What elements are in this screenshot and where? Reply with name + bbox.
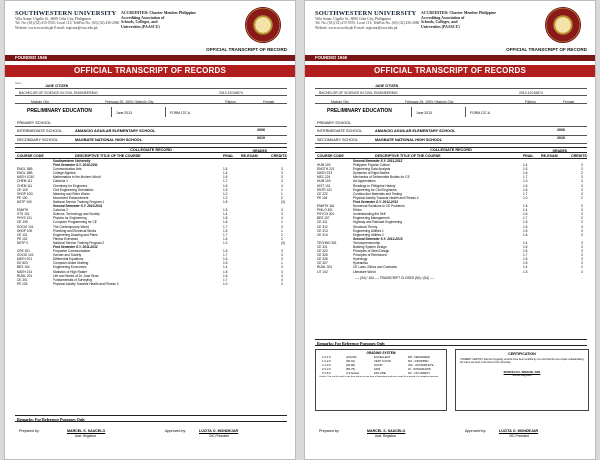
final-grade: 1.5	[223, 208, 228, 213]
course-title: Second Semester S.Y. 2010-2011	[53, 204, 103, 209]
address-line: Villa Aznar, Urgello St., 6000 Cebu City, Philippines	[315, 17, 392, 21]
course-title: Chemistry for Engineers	[53, 183, 88, 188]
course-row	[15, 282, 287, 286]
course-title: Calculus 1	[53, 179, 68, 184]
credits: 3	[281, 249, 283, 254]
address-line: Tel. No. (63) (32) 415-5555; Local 113; TeleFax No. (63) (32) 256-2060	[315, 21, 420, 26]
credits: 3	[281, 171, 283, 176]
course-code: ENGL 1BB	[17, 171, 33, 176]
credits: 3	[581, 244, 583, 249]
credits: 3	[281, 273, 283, 278]
course-code: HIST 101	[317, 183, 331, 188]
course-title: Physical Activity Towards Health and Fitness 4	[353, 195, 419, 200]
course-code: MATH 214	[17, 269, 32, 274]
grading-system: GRADING SYSTEM 1.0-1.5 (100-96) EXCELLENT DR - DEFERRED 1.6-2.0 (95-91) VERY GOOD DO - DROPPED 2.1-2.5 (90-86) GOOD INC - INCOMPLETE 2.6-3.0 (85-75) FAIR W - WITHDRAWN 3.1-5.0 (74-below) FAILURE NC - NO CREDIT Credits: One unit of credit is one hour lecture or one hour of laboratory work each week for a period of a complete semester.	[315, 349, 447, 411]
credits: 3	[581, 220, 583, 225]
student-id: 2013-12016874	[219, 90, 243, 95]
course-code: BES 107	[317, 216, 330, 221]
final-grade: 1.7	[223, 179, 228, 184]
grading-row: 2.1-2.5 (90-86) GOOD INC - INCOMPLETE	[322, 363, 434, 367]
course-code: LIT 102	[317, 269, 328, 274]
course-title: Second Semester S.Y. 2011-2012	[353, 159, 403, 163]
final-grade: 1.7	[523, 253, 528, 258]
final-grade: 1.4	[223, 171, 228, 176]
otr-label: OFFICIAL TRANSCRIPT OF RECORD	[506, 47, 587, 52]
final-grade: 1.6	[523, 249, 528, 254]
course-code: ENMTH	[17, 208, 29, 213]
credits: 1	[281, 228, 283, 233]
course-code: PHYS 121	[17, 216, 32, 221]
course-title: Engineering Utilities 2	[353, 232, 384, 237]
founded-bar: FOUNDED 1946	[5, 55, 295, 61]
course-title: Principles of Steel Design	[353, 249, 390, 254]
certification-text: I HEREBY CERTIFY that the foregoing records have been verified by me and that the true copies substantiating the same are kept in the files of the University.	[460, 358, 584, 365]
credits: 2	[581, 171, 583, 176]
grading-note: Credits: One unit of credit is one hour lecture or one hour of laboratory work each week for a period of a complete semester.	[319, 376, 439, 378]
credits: 1	[281, 191, 283, 196]
course-code: NSTP 2	[17, 240, 29, 245]
course-code: STS 101	[17, 212, 30, 217]
course-code: CE 222	[317, 191, 328, 196]
final-grade: 1.0	[223, 191, 228, 196]
course-code: MATH 223	[317, 171, 332, 176]
course-title: Ethics	[353, 208, 362, 213]
final-grade: 1.6	[523, 187, 528, 192]
prepared-by-name: MARCEL S. SAUCELO	[367, 429, 406, 433]
credits: 3	[281, 212, 283, 217]
course-title: Plumbing and Electrical Works	[53, 228, 97, 233]
registrar-name: MARCELO F. SIMACIE, DPA	[503, 370, 541, 375]
final-grade: 1.6	[223, 273, 228, 278]
course-code: CE 321	[317, 244, 328, 249]
course-title: Physical Activity Towards Health and Fitness 3	[53, 281, 119, 286]
course-code: CE 325	[317, 253, 328, 258]
final-grade: 1.4	[223, 265, 228, 270]
course-title: Purposive Communication	[53, 249, 91, 254]
course-code: ENTR 101	[317, 187, 332, 192]
credits: (3)	[281, 240, 285, 245]
course-title: Numerical Solutions to CE Problems	[353, 204, 405, 209]
final-grade: 1.4	[523, 265, 528, 270]
course-title: Life and Works of Dr. José Rizal	[53, 273, 99, 278]
final-grade: 1.7	[223, 224, 228, 229]
course-code: CHEM 111	[17, 179, 33, 184]
final-grade: 1.6	[223, 236, 228, 241]
otr-banner: OFFICIAL TRANSCRIPT OF RECORDS	[5, 65, 295, 77]
preliminary-education: PRELIMINARY EDUCATION June 2013 FORM 137-A	[15, 107, 287, 117]
course-code: ENGTH 221	[317, 167, 335, 172]
course-code: HUM 100	[317, 179, 331, 184]
course-title: Mathematics in the Modern World	[53, 175, 101, 180]
credits: 3	[281, 224, 283, 229]
citizenship: Filipino	[525, 99, 536, 104]
university-name: SOUTHWESTERN UNIVERSITY	[315, 10, 417, 17]
credits: 3	[581, 183, 583, 188]
course-title: Engineering for Civil Engineers	[353, 187, 397, 192]
course-code: NSTP 100	[17, 199, 32, 204]
course-code: CE 100	[17, 187, 28, 192]
date-graduated: June 2013	[416, 111, 432, 115]
birthdate: February 25, 1993 / Mabolo City	[105, 99, 154, 104]
course-title: Dynamics of Rigid Bodies	[353, 171, 390, 176]
course-title: Understanding the Self	[353, 212, 386, 217]
final-grade: 1.8	[223, 199, 228, 204]
university-seal-icon	[245, 7, 281, 43]
course-title: Fitness Exercises	[53, 236, 78, 241]
course-title: Computer Programming for CE	[53, 220, 97, 225]
course-title: Engineering Management	[353, 216, 390, 221]
approved-by-name: LUCITA O. MONDEJAR	[199, 429, 239, 433]
address-line: Website: www.swu.edu.ph E-mail: registrar@swu.edu.ph	[315, 25, 398, 30]
accreditation: ACCREDITED: Charter Member Philippine Accrediting Association of Schools, Colleges, and Universities (PAASCU)	[421, 11, 496, 29]
credits: (3)	[281, 199, 285, 204]
course-title: Engineering Data Analysis	[353, 167, 391, 172]
address-line: Tel. No. (63) (32) 415-5555; Local 113; TeleFax No. (63) (32) 256-2060	[15, 21, 120, 26]
course-title: Civil Engineering Orientation	[53, 187, 94, 192]
schools-table: PRIMARY SCHOOL INTERMEDIATE SCHOOL AMANCIO AGUILAR ELEMENTARY SCHOOL 2006 SECONDARY SCHOOL MAGBATE NATIONAL HIGH SCHOOL 2010	[315, 119, 587, 144]
final-grade: 1.2	[223, 240, 228, 245]
course-title: Principles of Reinforced	[353, 253, 387, 258]
course-title: First Semester S.Y. 2010-2011	[53, 163, 98, 168]
course-code: MEC 224	[317, 175, 331, 180]
university-name: SOUTHWESTERN UNIVERSITY	[15, 10, 117, 17]
final-grade: 1.4	[223, 212, 228, 217]
grading-row: 2.6-3.0 (85-75) FAIR W - WITHDRAWN	[322, 367, 431, 371]
letterhead	[5, 1, 295, 59]
course-title: Construction Materials and Testing	[353, 191, 402, 196]
special-order: FORM 137-A	[170, 111, 190, 115]
course-title: Fundamentals of Surveying	[53, 277, 92, 282]
credits: 2	[581, 265, 583, 270]
credits: 3	[581, 208, 583, 213]
credits: 3	[581, 249, 583, 254]
course-title: Differential Equations	[53, 257, 84, 262]
course-title: Literature World	[353, 269, 376, 274]
course-code: ED 503	[17, 261, 28, 266]
student-name: JANE CITIZEN	[375, 84, 399, 89]
course-code: PE 100	[17, 195, 28, 200]
final-grade: 1.5	[523, 244, 528, 249]
address-line: Website: www.swu.edu.ph E-mail: registrar@swu.edu.ph	[15, 25, 98, 30]
final-grade: 1.5	[523, 183, 528, 188]
credits: 3	[581, 179, 583, 184]
final-grade: 1.7	[223, 253, 228, 258]
credits: 2	[281, 195, 283, 200]
course-code: MATH 201	[17, 257, 32, 262]
final-grade: 1.5	[223, 269, 228, 274]
course-title: Statistics of High Raster	[53, 269, 88, 274]
course-code: SHOP 10G	[17, 191, 33, 196]
credits: 3	[581, 261, 583, 266]
course-title: CE Laws, Ethics and Contracts	[353, 265, 397, 270]
final-grade: 1.7	[523, 216, 528, 221]
final-grade: 1.6	[523, 171, 528, 176]
grading-row: 3.1-5.0 (74-below) FAILURE NC - NO CREDIT	[322, 371, 430, 375]
credits: 3	[581, 163, 583, 168]
course-title: Readings in Philippine History	[353, 183, 396, 188]
course-code: CHEM 111	[17, 183, 33, 188]
course-title: Second Semester S.Y. 2012-2013	[353, 236, 403, 241]
signatures: Prepared by: MARCEL S. SAUCELO Asst. Registrar Approved by: LUCITA O. MONDEJAR OIC President	[319, 429, 539, 438]
course-title: Gender and Society	[53, 253, 82, 258]
final-grade: 1.6	[523, 212, 528, 217]
special-order: FORM 137-A	[470, 111, 490, 115]
schools-table: PRIMARY SCHOOL INTERMEDIATE SCHOOL AMANCIO AGUILAR ELEMENTARY SCHOOL 2006 SECONDARY SCHOOL MAGBATE NATIONAL HIGH SCHOOL 2010	[15, 119, 287, 144]
course-code: PE 104	[317, 195, 328, 200]
course-code: RIZAL 301	[317, 265, 333, 270]
credits: 3	[281, 257, 283, 262]
course-title: The Contemporary World	[53, 224, 89, 229]
course-title: Engineering Economics	[53, 265, 87, 270]
final-grade: 1.2	[223, 195, 228, 200]
remarks: Remarks: For Reference Purposes Only	[315, 339, 587, 346]
credits: 3	[281, 208, 283, 213]
final-grade: 1.4	[523, 163, 528, 168]
credits: 3	[581, 253, 583, 258]
grading-row: 1.0-1.5 (100-96) EXCELLENT DR - DEFERRED	[322, 355, 430, 359]
citizenship: Filipino	[225, 99, 236, 104]
final-grade: 1.5	[523, 228, 528, 233]
birthplace: Mabolo City	[331, 99, 349, 104]
course-title: College Algebra	[53, 171, 76, 176]
course-title: Meaning and Rider Works	[53, 191, 90, 196]
final-grade: 1.5	[523, 269, 528, 274]
course-code: SHOP 100	[17, 228, 33, 233]
final-grade: 1.7	[223, 277, 228, 282]
credits: 3	[581, 204, 583, 209]
course-title: National Service Training Program 2	[53, 240, 105, 245]
birthdate: February 25, 1993 / Mabolo City	[405, 99, 454, 104]
credits: 2	[581, 216, 583, 221]
final-grade: 1.3	[523, 179, 528, 184]
credits: 3	[581, 212, 583, 217]
final-grade: 1.5	[523, 220, 528, 225]
credits: 3	[281, 253, 283, 258]
final-grade: 1.6	[523, 224, 528, 229]
course-code: HUM 100	[317, 163, 331, 168]
credits: 3	[281, 175, 283, 180]
course-title: Communication Arts	[53, 167, 82, 172]
sex: Female	[563, 99, 575, 104]
course-code: CE 311	[317, 220, 328, 225]
transcript-page-1	[4, 0, 296, 460]
course-title: Hydraulics	[353, 261, 368, 266]
final-grade: 1.6	[223, 249, 228, 254]
collegiate-record: COLLEGIATE RECORD GRADES COURSE CODE DESCRIPTIVE TITLE OF THE COURSE FINAL RE-EXAM CREDITS Second Semester S.Y. 2011-2012 HUM 100 Philippine Popular Culture 1.4 3 ENGTH 221 Engineering Data Analysis 1.5 3 MATH 223 Dynamics of Rigid Bodies 1.6 2 MEC 224 Mechanics of Deformable Bodies for CE 1.7 3 HUM 100 Art Appreciation 1.3 3 HIST 101 Readings in Philippine History 1.5 3 ENTR 101 Engineering for Civil Engineers 1.6 3 CE 222 Construction Materials and Testing 1.7 3 PE 104 Physical Activity Towards Health and Fitness 4 1.0 2 First Semester S.Y. 2012-2013 ENMTH 161 Numerical Solutions to CE Problems 1.5 3 PHILO 301 Ethics 1.4 3 PSYCH 301 Understanding the Self 1.6 3 BES 107 Engineering Management 1.7 2 CE 311 Highway and Railroad Engineering 1.5 3 CE 312 Structural Theory 1.6 4 CE 313 Engineering Utilities 1 1.5 3 CE 314 Engineering Utilities 2 1.6 3 Second Semester S.Y. 2012-2013 TECHNO 301 Technopreneurship 1.4 3 CE 321 Building System Design 1.5 3 CE 322 Principles of Steel Design 1.6 3 CE 325 Principles of Reinforced 1.7 3 CE 326 Hydrology 1.5 3 CE 327 Hydraulics 1.6 3 RIZAL 301 CE Laws, Ethics and Contracts 1.4 2 LIT 102 Literature World 1.5 3 ---- (54) / 164 ---- TRANSCRIPT CLOSED (54) / (54) ----	[317, 148, 587, 280]
credits: 2	[281, 236, 283, 241]
final-grade: 1.7	[523, 191, 528, 196]
credits: 3	[281, 167, 283, 172]
final-grade: 1.0	[523, 195, 528, 200]
degree: BACHELOR OF SCIENCE IN CIVIL ENGINEERING	[19, 90, 98, 95]
final-grade: 1.0	[223, 281, 228, 286]
course-code: PE 102	[17, 236, 28, 241]
credits: 2	[581, 195, 583, 200]
collegiate-record: COLLEGIATE RECORD GRADES COURSE CODE DESCRIPTIVE TITLE OF THE COURSE FINAL RE-EXAM CREDITS Southwestern University First Semester S.Y. 2010-2011 ENGL 1BB Communication Arts 1.5 3 ENGL 1BB College Algebra 1.4 3 MATH 1D10 Mathematics in the Modern World 1.6 3 CHEM 111 Calculus 1 1.7 3 CHEM 111 Chemistry for Engineers 1.6 4 CE 100 Civil Engineering Orientation 1.5 2 SHOP 10G Meaning and Rider Works 1.0 1 PE 100 Movement Enhancement 1.2 2 NSTP 100 National Service Training Program 1 1.8 (3) Second Semester S.Y. 2010-2011 ENMTH Calculus 2 1.5 3 STS 101 Science, Technology and Society 1.4 3 PHYS 121 Physics for Engineering 1.8 4 CE 105 Computer Programming for CE 1.6 2 SOCIO 101 The Contemporary World 1.7 3 SHOP 100 Plumbing and Electrical Works 1.5 1 CE 101 Engineering Drawing and Plans 1.7 2 PE 102 Fitness Exercises 1.6 2 NSTP 2 National Service Training Program 2 1.2 (3) First Semester S.Y. 2011-2012 CRE 201 Purposive Communication 1.6 3 SOCIO 102 Gender and Society 1.7 3 MATH 201 Differential Equations 1.6 3 ED 503 Computer-Aided Drafting 1.5 1 BES 104 Engineering Economics 1.4 3 MATH 214 Statistics of High Raster 1.5 3 RIZAL 201 Life and Works of Dr. José Rizal 1.6 3 CE 201 Fundamentals of Surveying 1.7 4 PE 103 Physical Activity Towards Health and Fitness 3 1.0 2	[17, 148, 287, 286]
course-title: Highway and Railroad Engineering	[353, 220, 403, 225]
course-title: Art Appreciation	[353, 179, 376, 184]
course-code: CE 312	[317, 224, 328, 229]
final-grade: 1.6	[223, 183, 228, 188]
credits: 2	[281, 220, 283, 225]
course-code: BES 104	[17, 265, 30, 270]
final-grade: 1.5	[523, 167, 528, 172]
course-code: ENMTH 161	[317, 204, 335, 209]
school-name: Southwestern University	[53, 159, 91, 163]
course-code: CE 101	[17, 232, 28, 237]
date-graduated: June 2013	[116, 111, 132, 115]
course-title: Technopreneurship	[353, 240, 381, 245]
course-title: Building System Design	[353, 244, 387, 249]
student-info	[315, 81, 587, 104]
course-code: CE 327	[317, 261, 328, 266]
credits: 3	[581, 269, 583, 274]
credits: 2	[281, 281, 283, 286]
course-title: Hydrology	[353, 257, 368, 262]
course-code: ENGL 1BB	[17, 167, 33, 172]
letterhead	[305, 1, 595, 59]
prepared-by-name: MARCEL S. SAUCELO	[67, 429, 106, 433]
course-code: TECHNO 301	[317, 240, 337, 245]
credits: 3	[281, 269, 283, 274]
course-code: PSYCH 301	[317, 212, 335, 217]
course-code: CE 326	[317, 257, 328, 262]
course-title: Engineering Drawing and Plans	[53, 232, 98, 237]
credits: 3	[581, 228, 583, 233]
approved-by-name: LUCITA O. MONDEJAR	[499, 429, 539, 433]
course-code: CE 201	[17, 277, 28, 282]
credits: 3	[581, 257, 583, 262]
course-title: Movement Enhancement	[53, 195, 89, 200]
final-grade: 1.7	[223, 232, 228, 237]
course-code: SOCIO 101	[17, 224, 34, 229]
credits: 3	[581, 167, 583, 172]
course-title: Science, Technology and Society	[53, 212, 100, 217]
student-name: JANE CITIZEN	[45, 84, 69, 89]
course-code: PHILO 301	[317, 208, 333, 213]
founded-bar: FOUNDED 1946	[305, 55, 595, 61]
final-grade: 1.7	[523, 175, 528, 180]
final-grade: 1.6	[223, 175, 228, 180]
certification: CERTIFICATION I HEREBY CERTIFY that the foregoing records have been verified by me and that the true copies substantiating the same are kept in the files of the University. MARCELO F. SIMACIE, DPA School Registrar	[455, 349, 589, 411]
student-id: 2013-12016874	[519, 90, 543, 95]
student-info: Name JANE CITIZEN BACHELOR OF SCIENCE IN CIVIL ENGINEERING 2013-12016874 Mabolo City February 25, 1993 / Mabolo City Filipino Female	[15, 81, 287, 104]
course-code: CE 314	[317, 232, 328, 237]
credits: 3	[581, 232, 583, 237]
degree: BACHELOR OF SCIENCE IN CIVIL ENGINEERING	[319, 90, 398, 95]
credits: 2	[281, 232, 283, 237]
course-title: Philippine Popular Culture	[353, 163, 390, 168]
final-grade: 1.6	[523, 261, 528, 266]
course-code: CRE 201	[17, 249, 30, 254]
final-grade: 1.5	[523, 257, 528, 262]
grading-row: 1.6-2.0 (95-91) VERY GOOD DO - DROPPED	[322, 359, 429, 363]
course-title: Calculus 2	[53, 208, 68, 213]
credits: 3	[581, 175, 583, 180]
course-title: Engineering Utilities 1	[353, 228, 384, 233]
credits: 3	[281, 265, 283, 270]
final-grade: 1.5	[223, 228, 228, 233]
remarks: Remarks: For Reference Purposes Only	[15, 415, 287, 422]
course-title: Structural Theory	[353, 224, 378, 229]
course-code: MATH 1D10	[17, 175, 35, 180]
credits: 4	[281, 216, 283, 221]
signatures: Prepared by: MARCEL S. SAUCELO Asst. Registrar Approved by: LUCITA O. MONDEJAR OIC President	[19, 429, 239, 438]
credits: 4	[581, 224, 583, 229]
credits: 2	[281, 187, 283, 192]
accreditation: ACCREDITED: Charter Member Philippine Accrediting Association of Schools, Colleges, and Universities (PAASCU)	[121, 11, 196, 29]
course-code: SOCIO 102	[17, 253, 34, 258]
credits: 3	[581, 187, 583, 192]
final-grade: 1.5	[223, 167, 228, 172]
course-code: RIZAL 201	[17, 273, 33, 278]
course-title: First Semester S.Y. 2012-2013	[353, 199, 398, 204]
course-code: CE 313	[317, 228, 328, 233]
course-code: CE 322	[317, 249, 328, 254]
final-grade: 1.8	[223, 216, 228, 221]
birthplace: Mabolo City	[31, 99, 49, 104]
sex: Female	[263, 99, 275, 104]
address-line: Villa Aznar, Urgello St., 6000 Cebu City, Philippines	[15, 17, 92, 21]
preliminary-education: PRELIMINARY EDUCATION June 2013 FORM 137-A	[315, 107, 587, 117]
final-grade: 1.6	[223, 220, 228, 225]
credits: 4	[281, 183, 283, 188]
course-title: Computer-Aided Drafting	[53, 261, 89, 266]
credits: 3	[581, 191, 583, 196]
otr-banner: OFFICIAL TRANSCRIPT OF RECORDS	[305, 65, 595, 77]
course-row	[315, 270, 587, 274]
course-title: National Service Training Program 1	[53, 199, 105, 204]
course-code: PE 103	[17, 281, 28, 286]
transcript-page-2	[304, 0, 596, 460]
credits: 4	[281, 277, 283, 282]
final-grade: 1.4	[523, 208, 528, 213]
university-seal-icon	[545, 7, 581, 43]
credits: 3	[281, 179, 283, 184]
final-grade: 1.6	[223, 257, 228, 262]
course-code: CE 105	[17, 220, 28, 225]
credits: 3	[581, 240, 583, 245]
final-grade: 1.5	[223, 261, 228, 266]
transcript-closed: ---- (54) / 164 ---- TRANSCRIPT CLOSED (54) / (54) ----	[355, 275, 435, 280]
credits: 1	[281, 261, 283, 266]
course-title: First Semester S.Y. 2011-2012	[53, 244, 98, 249]
final-grade: 1.4	[523, 240, 528, 245]
otr-label: OFFICIAL TRANSCRIPT OF RECORD	[206, 47, 287, 52]
final-grade: 1.6	[523, 232, 528, 237]
course-title: Physics for Engineering	[53, 216, 87, 221]
final-grade: 1.5	[223, 187, 228, 192]
final-grade: 1.5	[523, 204, 528, 209]
course-title: Mechanics of Deformable Bodies for CE	[353, 175, 410, 180]
